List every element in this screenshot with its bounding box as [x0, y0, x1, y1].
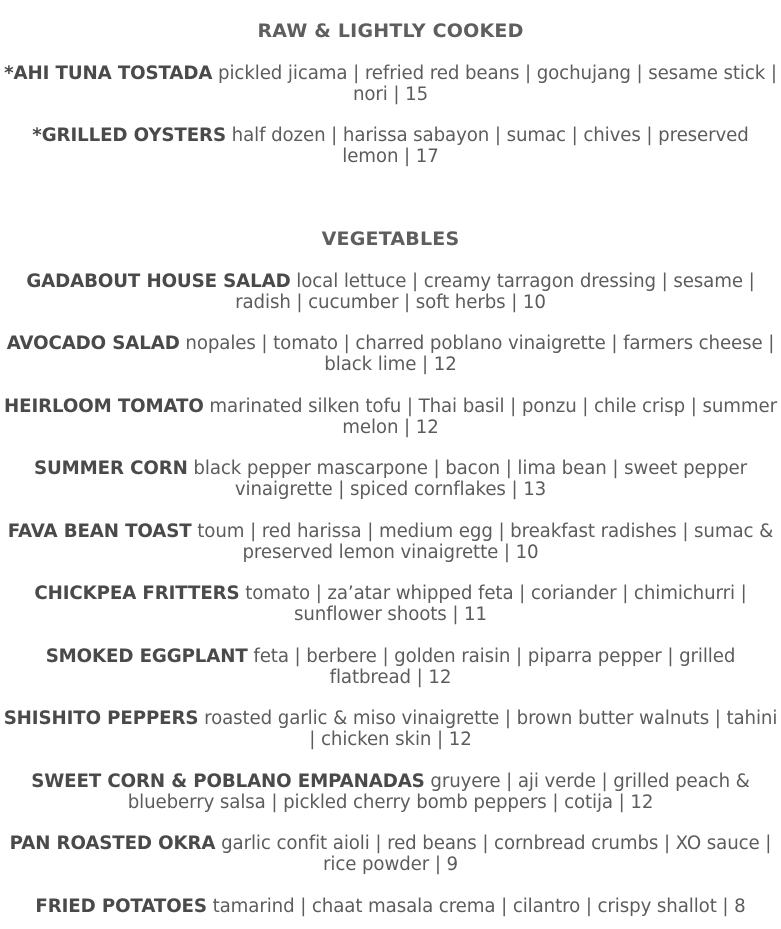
menu-item [3, 271, 778, 313]
menu-item-name: FRIED POTATOES [35, 896, 207, 917]
menu-item-name: SHISHITO PEPPERS [3, 708, 199, 729]
menu-item-name: CHICKPEA FRITTERS [34, 583, 240, 604]
menu-item [3, 63, 778, 105]
menu-item [3, 896, 778, 917]
menu-item-description: nopales | tomato | charred poblano vinaigrette | farmers cheese | black lime | 12 [185, 333, 775, 375]
menu-item [3, 646, 778, 688]
menu-item [3, 833, 778, 875]
menu-item [3, 771, 778, 813]
menu-item-description: tamarind | chaat masala crema | cilantro | crispy shallot | 8 [212, 896, 746, 917]
menu-item-name: SMOKED EGGPLANT [45, 646, 248, 667]
menu-item-name: *GRILLED OYSTERS [32, 125, 226, 146]
menu-item [3, 708, 778, 750]
menu-item-description: toum | red harissa | medium egg | breakfast radishes | sumac & preserved lemon vinaigrette | 10 [197, 521, 774, 563]
menu-item-description: black pepper mascarpone | bacon | lima bean | sweet pepper vinaigrette | spiced cornflakes | 13 [193, 458, 748, 500]
menu-item [3, 333, 778, 375]
menu-item [3, 125, 778, 167]
menu-item-name: FAVA BEAN TOAST [7, 521, 192, 542]
menu-item-name: SUMMER CORN [33, 458, 188, 479]
menu-item-name: HEIRLOOM TOMATO [4, 396, 204, 417]
menu-item-description: roasted garlic & miso vinaigrette | brown butter walnuts | tahini | chicken skin | 12 [204, 708, 778, 750]
menu-item-name: GADABOUT HOUSE SALAD [26, 271, 291, 292]
section-title-raw: RAW & LIGHTLY COOKED [257, 20, 524, 42]
menu-item-name: *AHI TUNA TOSTADA [4, 63, 213, 84]
menu-item [3, 583, 778, 625]
menu-item-description: tomato | za’atar whipped feta | coriander | chimichurri | sunflower shoots | 11 [245, 583, 747, 625]
menu-item-name: PAN ROASTED OKRA [9, 833, 216, 854]
section-title-vegetables: VEGETABLES [321, 228, 460, 250]
menu-item [3, 521, 778, 563]
menu-item-name: SWEET CORN & POBLANO EMPANADAS [31, 771, 425, 792]
menu-item-description: garlic confit aioli | red beans | cornbread crumbs | XO sauce | rice powder | 9 [221, 833, 772, 875]
menu-item-description: half dozen | harissa sabayon | sumac | chives | preserved lemon | 17 [231, 125, 749, 167]
menu-item [3, 458, 778, 500]
menu-item-name: AVOCADO SALAD [6, 333, 180, 354]
menu-item-description: pickled jicama | refried red beans | gochujang | sesame stick | nori | 15 [218, 63, 777, 105]
menu-item-description: local lettuce | creamy tarragon dressing | sesame | radish | cucumber | soft herbs | 10 [235, 271, 755, 313]
menu-item [3, 396, 778, 438]
menu-item-description: marinated silken tofu | Thai basil | ponzu | chile crisp | summer melon | 12 [209, 396, 777, 438]
menu-item-description: gruyere | aji verde | grilled peach & blueberry salsa | pickled cherry bomb peppers | cotija | 12 [127, 771, 750, 813]
menu-item-description: feta | berbere | golden raisin | piparra pepper | grilled flatbread | 12 [253, 646, 736, 688]
